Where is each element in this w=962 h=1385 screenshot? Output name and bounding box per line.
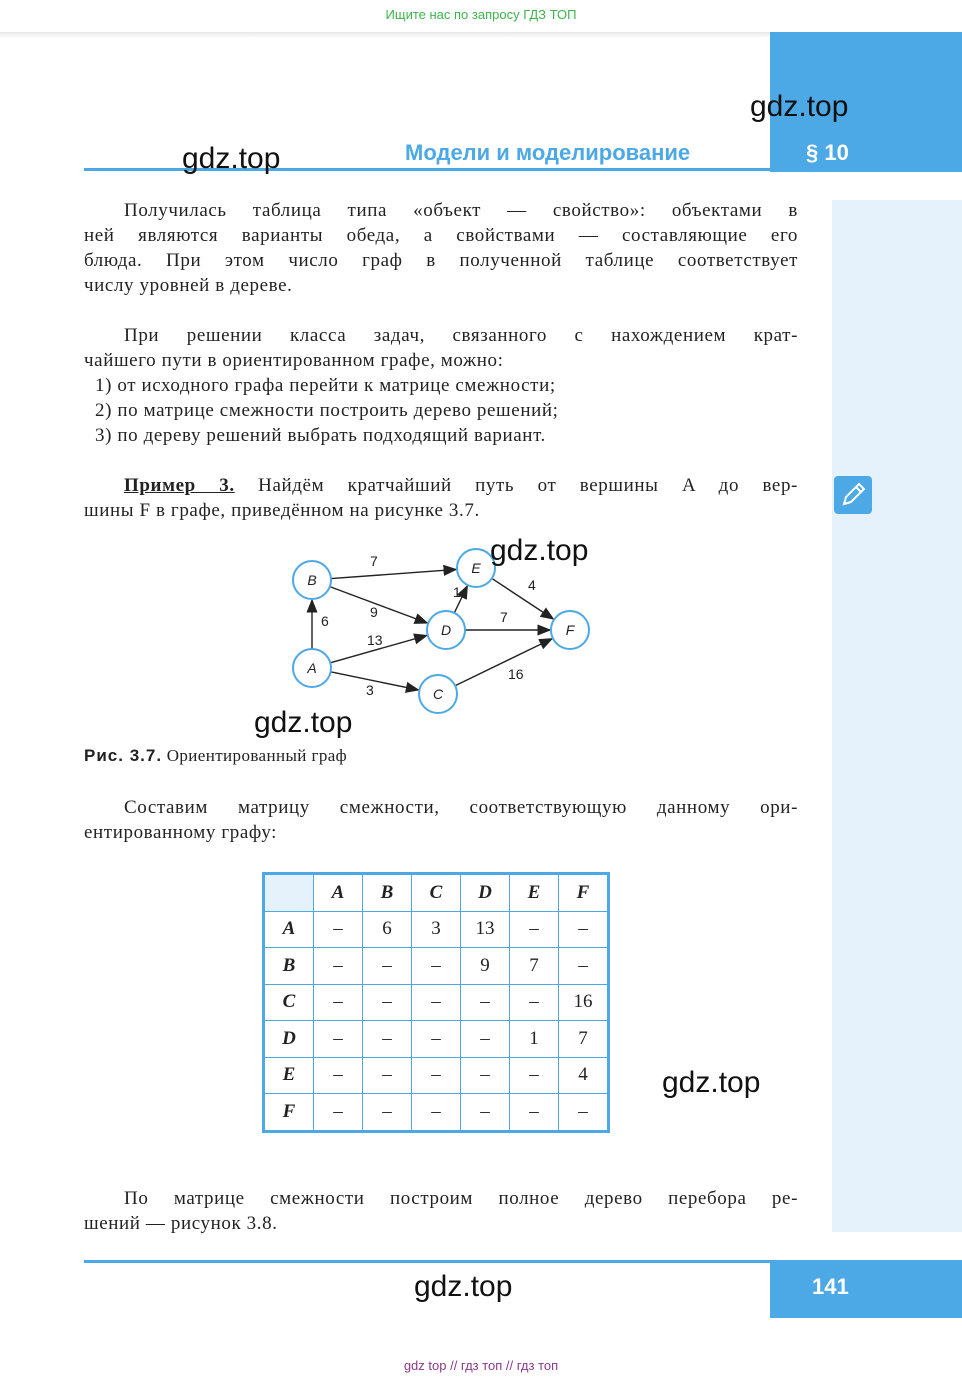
graph-node-label: F — [565, 622, 575, 638]
section-number: § 10 — [806, 140, 849, 165]
footer-tab — [770, 1260, 962, 1318]
text-line: Составим матрицу смежности, соответствующую данному ори- — [124, 797, 798, 818]
matrix-cell: – — [412, 984, 461, 1021]
top-banner[interactable]: Ищите нас по запросу ГДЗ ТОП — [385, 7, 577, 22]
matrix-cell: – — [510, 911, 559, 948]
matrix-cell: – — [412, 1057, 461, 1094]
matrix-cell: – — [412, 1021, 461, 1058]
graph-edge-B-D — [330, 587, 427, 623]
matrix-row-header: A — [264, 911, 314, 948]
edge-weight-label: 13 — [367, 632, 383, 648]
matrix-cell: – — [412, 1094, 461, 1132]
edge-weight-label: 6 — [321, 613, 329, 629]
edge-weight-label: 3 — [366, 682, 374, 698]
matrix-row-header: F — [264, 1094, 314, 1132]
paragraph-1 — [84, 198, 798, 298]
matrix-cell: 13 — [461, 911, 510, 948]
matrix-cell: 4 — [559, 1057, 609, 1094]
matrix-cell: 1 — [510, 1021, 559, 1058]
text-line: При решении класса задач, связанного с нахождением крат- — [124, 325, 798, 346]
list-item: 1) от исходного графа перейти к матрице смежности; — [95, 375, 556, 396]
matrix-cell: – — [363, 984, 412, 1021]
paragraph-4 — [84, 1186, 798, 1236]
matrix-cell: 3 — [412, 911, 461, 948]
matrix-cell: – — [559, 1094, 609, 1132]
matrix-row — [264, 1021, 609, 1058]
matrix-cell: 16 — [559, 984, 609, 1021]
graph-node-label: C — [432, 686, 444, 702]
matrix-cell: – — [461, 984, 510, 1021]
graph-node-label: A — [307, 660, 317, 676]
watermark: gdz.top — [182, 142, 281, 175]
edge-weight-label: 1 — [453, 584, 461, 600]
graph-edge-A-C — [331, 672, 419, 690]
example-paragraph — [84, 473, 798, 523]
graph-nodes — [293, 549, 589, 713]
matrix-cell: – — [314, 948, 363, 985]
list-item: 2) по матрице смежности построить дерево решений; — [95, 400, 559, 421]
figure-label: Рис. 3.7. — [84, 746, 163, 765]
matrix-cell: – — [314, 1057, 363, 1094]
watermark: gdz.top — [414, 1270, 513, 1303]
matrix-cell: – — [559, 948, 609, 985]
figure-caption — [84, 746, 347, 766]
matrix-row-header: E — [264, 1057, 314, 1094]
footer-rule — [84, 1260, 770, 1263]
text-line: блюда. При этом число граф в полученной таблице соответствует — [84, 250, 798, 271]
matrix-cell: 6 — [363, 911, 412, 948]
pencil-icon — [834, 476, 872, 514]
matrix-cell: – — [363, 1021, 412, 1058]
matrix-cell: – — [363, 1094, 412, 1132]
list-item: 3) по дереву решений выбрать подходящий вариант. — [95, 425, 546, 446]
matrix-row — [264, 911, 609, 948]
page-number: 141 — [812, 1274, 849, 1299]
text-line: Получилась таблица типа «объект — свойство»: объектами в — [124, 200, 798, 221]
watermark: gdz.top — [662, 1066, 761, 1099]
paragraph-2 — [84, 323, 798, 373]
adjacency-matrix — [262, 872, 610, 1133]
example-label: Пример 3. — [124, 475, 235, 496]
matrix-col-header: F — [559, 874, 609, 912]
matrix-row — [264, 984, 609, 1021]
watermark: gdz.top — [254, 706, 353, 739]
graph-edge-B-E — [331, 569, 456, 578]
matrix-cell: – — [314, 911, 363, 948]
matrix-cell: – — [461, 1021, 510, 1058]
matrix-col-header: E — [510, 874, 559, 912]
matrix-cell: 7 — [559, 1021, 609, 1058]
edge-weight-label: 9 — [370, 604, 378, 620]
text-line — [84, 473, 798, 498]
bottom-links[interactable]: gdz top // гдз топ // гдз топ — [403, 1358, 559, 1373]
matrix-cell: – — [510, 984, 559, 1021]
text-line: По матрице смежности построим полное дерево перебора ре- — [124, 1188, 798, 1209]
matrix-cell: – — [363, 1057, 412, 1094]
watermark: gdz.top — [750, 90, 849, 123]
matrix-col-header: C — [412, 874, 461, 912]
matrix-cell: – — [314, 1021, 363, 1058]
watermark: gdz.top — [490, 534, 589, 567]
figure-text: Ориентированный граф — [162, 746, 348, 765]
matrix-corner — [264, 874, 314, 912]
chapter-title: Модели и моделирование — [405, 140, 691, 165]
graph-node-label: E — [471, 560, 481, 576]
edge-weight-label: 16 — [508, 666, 524, 682]
matrix-cell: – — [363, 948, 412, 985]
example-text: Найдём кратчайший путь от вершины A до вер- — [234, 475, 798, 496]
edge-weight-label: 7 — [500, 609, 508, 625]
matrix-col-header: D — [461, 874, 510, 912]
matrix-cell: – — [461, 1057, 510, 1094]
matrix-col-header: B — [363, 874, 412, 912]
matrix-row — [264, 1094, 609, 1132]
edge-weight-label: 7 — [370, 553, 378, 569]
matrix-row — [264, 1057, 609, 1094]
matrix-row — [264, 948, 609, 985]
matrix-cell: – — [510, 1057, 559, 1094]
matrix-cell: – — [461, 1094, 510, 1132]
matrix-cell: – — [314, 984, 363, 1021]
matrix-col-header: A — [314, 874, 363, 912]
edge-weight-label: 4 — [528, 577, 536, 593]
text-line: чайшего пути в ориентированном графе, можно: — [84, 350, 504, 371]
matrix-cell: – — [412, 948, 461, 985]
matrix-cell: 9 — [461, 948, 510, 985]
matrix-cell: 7 — [510, 948, 559, 985]
graph-node-label: B — [307, 572, 317, 588]
text-line: числу уровней в дереве. — [84, 275, 293, 296]
matrix-cell: – — [559, 911, 609, 948]
sidebar-strip — [832, 200, 962, 1232]
matrix-cell: – — [314, 1094, 363, 1132]
matrix-row-header: D — [264, 1021, 314, 1058]
matrix-row-header: C — [264, 984, 314, 1021]
matrix-cell: – — [510, 1094, 559, 1132]
paragraph-3 — [84, 795, 798, 845]
text-line: шины F в графе, приведённом на рисунке 3.7. — [84, 500, 480, 521]
text-line: шений — рисунок 3.8. — [84, 1213, 278, 1234]
text-line: ентированному графу: — [84, 822, 278, 843]
matrix-row-header: B — [264, 948, 314, 985]
text-line: ней являются варианты обеда, а свойствами — составляющие его — [84, 225, 798, 246]
graph-edge-C-F — [455, 639, 552, 686]
graph-node-label: D — [440, 622, 452, 638]
